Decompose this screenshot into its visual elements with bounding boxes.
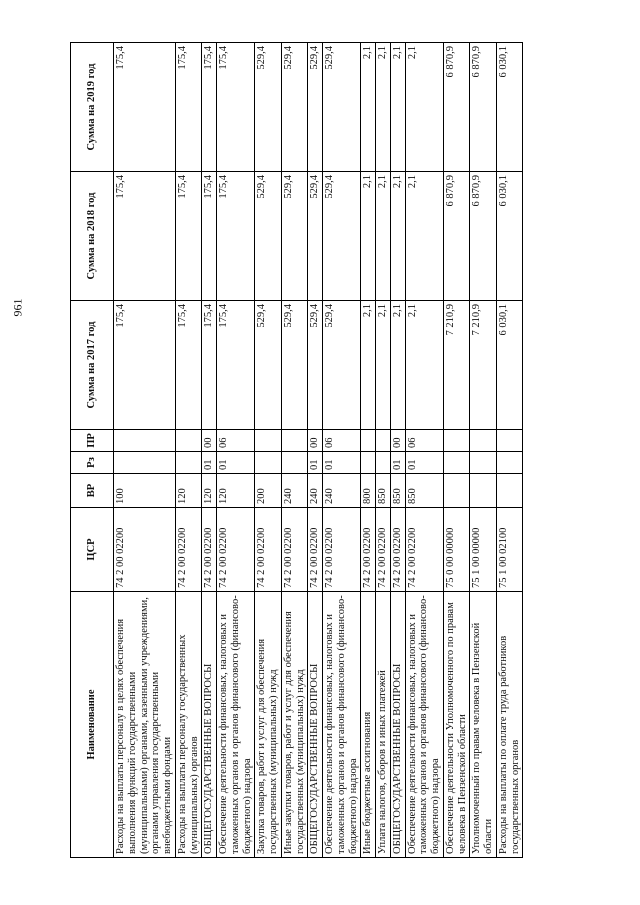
row-rz [114,452,176,474]
row-sum-2019: 529,4 [323,43,361,172]
row-sum-2019: 6 870,9 [470,43,497,172]
row-sum-2019: 529,4 [281,43,308,172]
row-sum-2018: 2,1 [390,172,405,301]
row-sum-2019: 6 030,1 [496,43,523,172]
row-vr: 120 [202,474,217,508]
row-name: Уполномоченный по правам человека в Пензенской области [470,592,497,858]
row-rz: 01 [390,452,405,474]
row-sum-2018: 6 870,9 [470,172,497,301]
row-name: Обеспечение деятельности финансовых, налоговых и таможенных органов и органов финансового (финансово-бюджетного) надзора [405,592,443,858]
budget-table [70,42,523,858]
row-sum-2018: 2,1 [361,172,376,301]
row-rz [361,452,376,474]
row-rz [175,452,202,474]
table-row [114,43,176,858]
table-row [202,43,217,858]
row-rz: 01 [405,452,443,474]
row-vr: 850 [405,474,443,508]
row-sum-2019: 2,1 [361,43,376,172]
row-vr: 200 [255,474,282,508]
row-vr: 240 [281,474,308,508]
header-sum-2017: Сумма на 2017 год [71,301,114,430]
row-rz [255,452,282,474]
row-sum-2017: 529,4 [323,301,361,430]
row-pr [470,430,497,452]
row-name: ОБЩЕГОСУДАРСТВЕННЫЕ ВОПРОСЫ [308,592,323,858]
row-pr [361,430,376,452]
table-row [308,43,323,858]
row-csr: 74 2 00 02200 [202,508,217,592]
row-sum-2017: 6 030,1 [496,301,523,430]
row-name: Иные закупки товаров, работ и услуг для обеспечения государственных (муниципальных) нужд [281,592,308,858]
row-sum-2017: 7 210,9 [443,301,470,430]
table-row [470,43,497,858]
row-csr: 75 1 00 02100 [496,508,523,592]
header-vr: ВР [71,474,114,508]
row-rz [443,452,470,474]
row-name: Обеспечение деятельности Уполномоченного по правам человека в Пензенской области [443,592,470,858]
row-sum-2017: 2,1 [376,301,391,430]
row-sum-2019: 175,4 [202,43,217,172]
row-vr [470,474,497,508]
header-sum-2019: Сумма на 2019 год [71,43,114,172]
row-name: Обеспечение деятельности финансовых, налоговых и таможенных органов и органов финансового (финансово-бюджетного) надзора [323,592,361,858]
header-name: Наименование [71,592,114,858]
row-rz: 01 [217,452,255,474]
row-vr: 120 [175,474,202,508]
row-pr [175,430,202,452]
row-sum-2018: 175,4 [175,172,202,301]
row-rz [281,452,308,474]
row-pr [255,430,282,452]
row-pr [496,430,523,452]
row-name: Расходы на выплаты по оплате труда работников государственных органов [496,592,523,858]
rotated-page-content [70,43,540,858]
row-name: Расходы на выплаты персоналу государственных (муниципальных) органов [175,592,202,858]
row-pr: 06 [405,430,443,452]
row-csr: 74 2 00 02200 [114,508,176,592]
table-row [281,43,308,858]
row-vr: 240 [308,474,323,508]
row-pr: 00 [308,430,323,452]
row-rz [496,452,523,474]
row-sum-2018: 529,4 [255,172,282,301]
row-name: ОБЩЕГОСУДАРСТВЕННЫЕ ВОПРОСЫ [202,592,217,858]
header-pr: ПР [71,430,114,452]
row-pr: 00 [202,430,217,452]
header-csr: ЦСР [71,508,114,592]
row-sum-2018: 2,1 [376,172,391,301]
row-pr [281,430,308,452]
row-sum-2017: 175,4 [175,301,202,430]
row-csr: 74 2 00 02200 [281,508,308,592]
table-row [361,43,376,858]
row-vr: 100 [114,474,176,508]
table-row [405,43,443,858]
row-vr: 800 [361,474,376,508]
row-sum-2018: 2,1 [405,172,443,301]
row-sum-2017: 2,1 [390,301,405,430]
row-sum-2017: 7 210,9 [470,301,497,430]
row-rz: 01 [323,452,361,474]
row-name: Закупка товаров, работ и услуг для обеспечения государственных (муниципальных) нужд [255,592,282,858]
row-sum-2018: 175,4 [114,172,176,301]
row-rz [376,452,391,474]
row-sum-2017: 175,4 [217,301,255,430]
row-csr: 75 1 00 00000 [470,508,497,592]
row-sum-2019: 175,4 [217,43,255,172]
table-row [175,43,202,858]
row-csr: 74 2 00 02200 [390,508,405,592]
row-sum-2017: 529,4 [255,301,282,430]
row-pr [376,430,391,452]
row-name: Иные бюджетные ассигнования [361,592,376,858]
row-vr: 850 [376,474,391,508]
row-sum-2019: 529,4 [255,43,282,172]
row-csr: 74 2 00 02200 [323,508,361,592]
row-rz [470,452,497,474]
row-sum-2018: 529,4 [281,172,308,301]
row-rz: 01 [308,452,323,474]
row-vr [496,474,523,508]
row-sum-2018: 175,4 [202,172,217,301]
row-name: Уплата налогов, сборов и иных платежей [376,592,391,858]
row-sum-2018: 529,4 [323,172,361,301]
row-sum-2017: 175,4 [114,301,176,430]
row-sum-2017: 529,4 [308,301,323,430]
header-rz: Рз [71,452,114,474]
row-vr: 120 [217,474,255,508]
row-name: Расходы на выплаты персоналу в целях обеспечения выполнения функций государственными (муниципальными) органами, казенными учреждениями, органами управления государственными внебюджетными фондами [114,592,176,858]
header-sum-2018: Сумма на 2018 год [71,172,114,301]
row-csr: 74 2 00 02200 [405,508,443,592]
row-name: ОБЩЕГОСУДАРСТВЕННЫЕ ВОПРОСЫ [390,592,405,858]
row-sum-2017: 2,1 [405,301,443,430]
row-sum-2017: 2,1 [361,301,376,430]
row-vr [443,474,470,508]
table-row [496,43,523,858]
row-sum-2018: 6 870,9 [443,172,470,301]
row-sum-2017: 529,4 [281,301,308,430]
row-csr: 74 2 00 02200 [255,508,282,592]
row-name: Обеспечение деятельности финансовых, налоговых и таможенных органов и органов финансового (финансово-бюджетного) надзора [217,592,255,858]
row-sum-2019: 2,1 [390,43,405,172]
row-pr [114,430,176,452]
table-row [217,43,255,858]
row-pr: 00 [390,430,405,452]
row-sum-2019: 175,4 [114,43,176,172]
row-vr: 850 [390,474,405,508]
row-sum-2018: 529,4 [308,172,323,301]
row-vr: 240 [323,474,361,508]
row-sum-2017: 175,4 [202,301,217,430]
row-pr: 06 [323,430,361,452]
table-row [255,43,282,858]
row-csr: 74 2 00 02200 [376,508,391,592]
row-csr: 74 2 00 02200 [217,508,255,592]
row-sum-2019: 6 870,9 [443,43,470,172]
row-pr [443,430,470,452]
table-header-row [71,43,114,858]
page-number: 961 [10,298,25,316]
row-csr: 75 0 00 00000 [443,508,470,592]
row-csr: 74 2 00 02200 [308,508,323,592]
row-sum-2019: 529,4 [308,43,323,172]
table-row [390,43,405,858]
table-row [323,43,361,858]
row-sum-2018: 6 030,1 [496,172,523,301]
row-sum-2019: 2,1 [405,43,443,172]
row-csr: 74 2 00 02200 [361,508,376,592]
row-sum-2019: 2,1 [376,43,391,172]
row-pr: 06 [217,430,255,452]
row-rz: 01 [202,452,217,474]
table-row [376,43,391,858]
table-row [443,43,470,858]
row-csr: 74 2 00 02200 [175,508,202,592]
row-sum-2019: 175,4 [175,43,202,172]
row-sum-2018: 175,4 [217,172,255,301]
